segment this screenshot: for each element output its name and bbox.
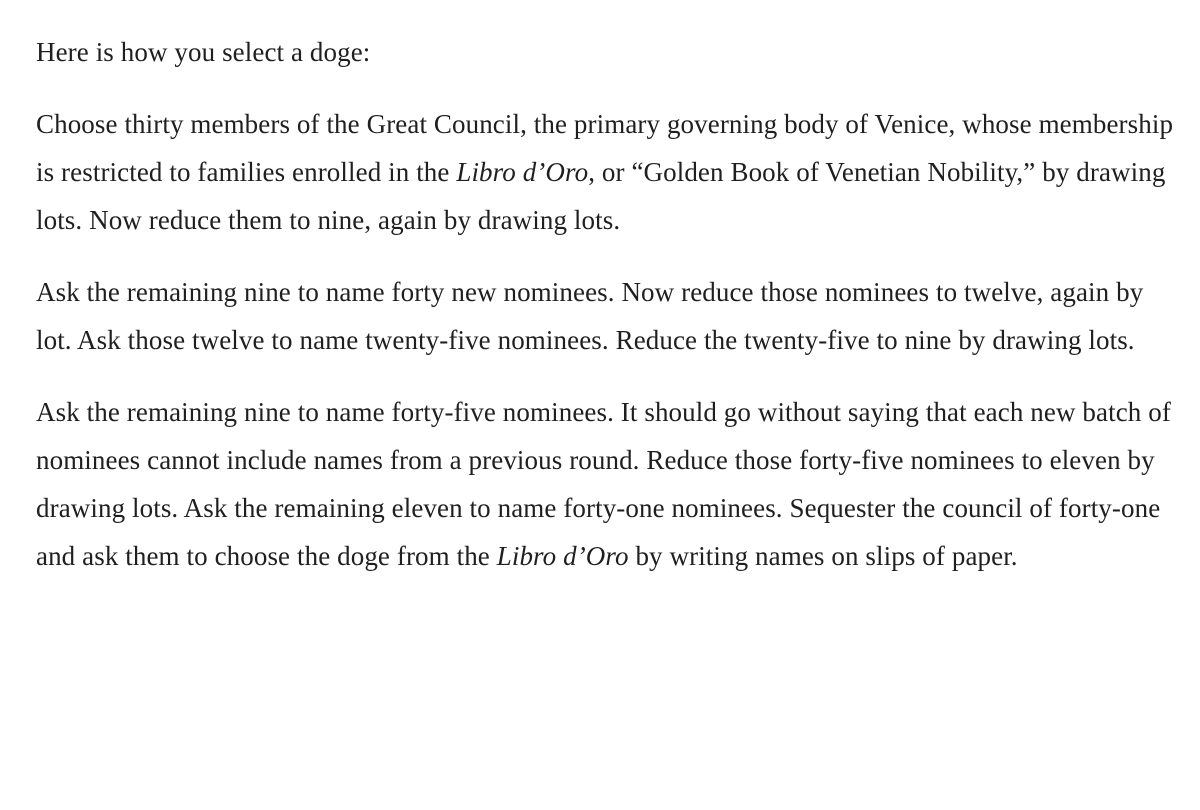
paragraph-text: Ask the remaining nine to name forty-five nominees. It should go without saying that each new batch of nominees cannot include names from a previous round. Reduce those forty-five nominees to eleven by drawing lots. Ask the remaining eleven to name forty-one nominees. Sequester the council of forty-one and ask them to choose the doge from the [36, 397, 1171, 571]
paragraph-text: Choose thirty members of the Great Council, the primary governing body of Venice, whose membership is restricted to families enrolled in the [36, 109, 1174, 187]
article-body [36, 28, 1176, 604]
intro-paragraph: Here is how you select a doge: [36, 37, 371, 67]
paragraph-great-council [36, 100, 1176, 244]
book-title-italic: Libro d’Oro [496, 541, 629, 571]
paragraph-text: by writing names on slips of paper. [628, 541, 1018, 571]
paragraph-final-round [36, 388, 1176, 580]
paragraph-text: , or “Golden Book of Venetian Nobility,” by drawing lots. Now reduce them to nine, again by drawing lots. [36, 157, 1166, 235]
book-title-italic: Libro d’Oro [456, 157, 589, 187]
paragraph-nominees: Ask the remaining nine to name forty new nominees. Now reduce those nominees to twelve, again by lot. Ask those twelve to name twenty-five nominees. Reduce the twenty-five to nine by drawing lots. [36, 277, 1144, 355]
